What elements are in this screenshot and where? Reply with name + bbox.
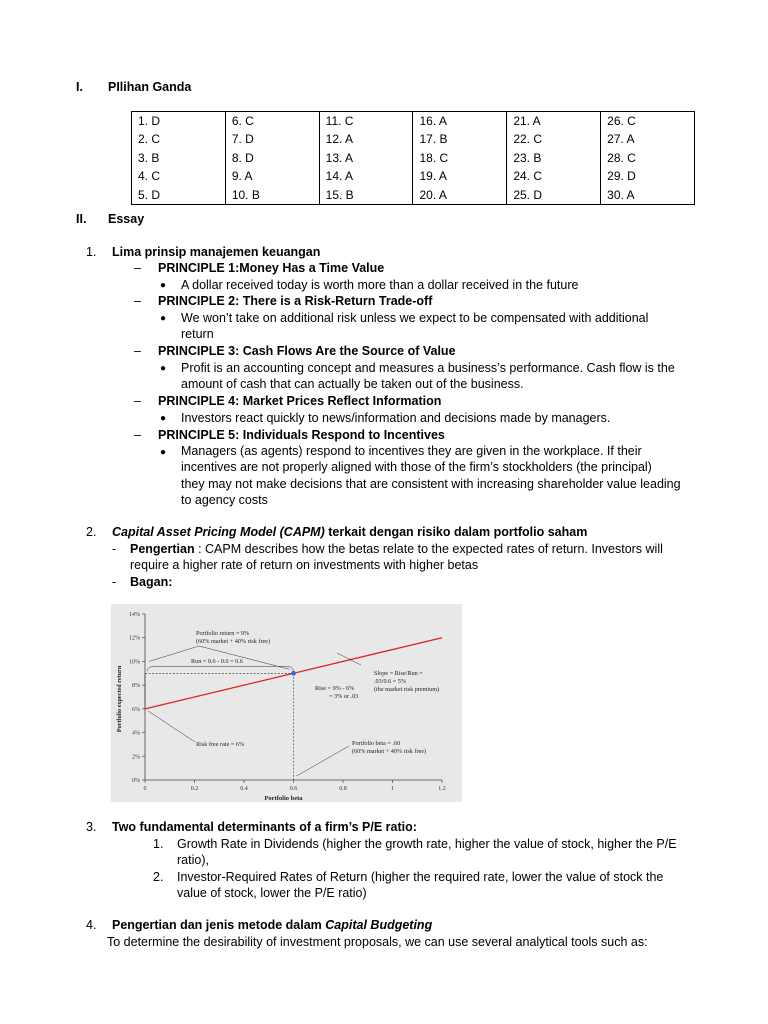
answer-cell: 5. D [132,186,226,205]
section-2-title: Essay [108,212,145,226]
x-tick-label: 0.4 [240,786,248,792]
answer-cell: 1. D [132,112,226,131]
principle-heading: PRINCIPLE 1:Money Has a Time Value [158,261,385,275]
principle-heading: PRINCIPLE 3: Cash Flows Are the Source of Value [158,344,456,358]
bullet-icon: ● [160,313,167,324]
answer-row [132,167,695,185]
section-2-numeral: II. [76,212,87,226]
q4-title-italic: Capital Budgeting [325,918,433,932]
principle-text: return [181,327,214,341]
answer-cell: 12. A [319,130,413,148]
answer-cell: 6. C [225,112,319,131]
dash-marker: – [134,294,141,308]
y-axis-label: Portfolio expected return [116,665,123,733]
leader-line [337,653,361,665]
principle-text: to agency costs [181,493,268,507]
portfolio-point [291,671,296,676]
principle-text: We won’t take on additional risk unless we expect to be compensated with additional [181,311,649,325]
q3-item-text: value of stock, lower the P/E ratio) [177,886,367,900]
q2-title-italic: Capital Asset Pricing Model (CAPM) [112,525,325,539]
q3-item-text: ratio), [177,853,209,867]
y-tick-label: 10% [129,659,140,666]
answer-cell: 22. C [507,130,601,148]
answer-cell: 27. A [601,130,695,148]
answer-table [131,111,695,205]
principle-text: amount of cash that can actually be taken out of the business. [181,377,524,391]
answer-cell: 28. C [601,149,695,167]
annotation-portfolio-return-detail: (60% market + 40% risk free) [196,638,271,645]
answer-row [132,149,695,167]
answer-cell: 16. A [413,112,507,131]
chart-annotations [191,630,439,755]
dash-marker: - [112,575,117,589]
answer-cell: 20. A [413,186,507,205]
answer-cell: 19. A [413,167,507,185]
answer-cell: 24. C [507,167,601,185]
x-tick-label: 0.2 [190,786,199,792]
answer-cell: 11. C [319,112,413,131]
dash-marker: - [112,542,117,556]
principle-heading: PRINCIPLE 4: Market Prices Reflect Information [158,394,442,408]
q1-number: 1. [86,245,97,259]
answer-cell: 26. C [601,112,695,131]
q3-item-text: Investor-Required Rates of Return (higher the required rate, lower the value of stock the [177,870,664,884]
annotation-rise-detail: = 3% or .03 [329,693,359,700]
y-tick-label: 12% [129,635,140,642]
y-tick-label: 0% [132,778,140,784]
q4-title-plain: Pengertian dan jenis metode dalam [112,918,326,932]
q3-item-number: 1. [153,837,164,851]
answer-row [132,186,695,205]
q2-definition-label: Pengertian [130,542,195,556]
annotation-run: Run = 0.6 - 0.0 = 0.6 [191,658,243,665]
run-bracket [147,666,294,671]
answer-cell: 30. A [601,186,695,205]
annotation-portfolio-beta: Portfolio beta = .60 [352,740,401,747]
bullet-icon: ● [160,447,167,458]
q3-item-text: Growth Rate in Dividends (higher the growth rate, higher the value of stock, higher the P/E [177,837,677,851]
q4-text: To determine the desirability of investment proposals, we can use several analytical tools such as: [107,935,648,949]
principle-text: Managers (as agents) respond to incentives they are given in the workplace. If their [181,444,642,458]
annotation-slope: Slope = Rise/Run = [374,670,423,677]
y-tick-label: 2% [132,754,140,761]
q2-number: 2. [86,525,97,539]
principle-text: Profit is an accounting concept and measures a business’s performance. Cash flow is the [181,361,675,375]
answer-cell: 9. A [225,167,319,185]
y-tick-label: 4% [132,730,140,737]
principle-heading: PRINCIPLE 2: There is a Risk-Return Trade-off [158,294,433,308]
answer-cell: 21. A [507,112,601,131]
principle-text: A dollar received today is worth more than a dollar received in the future [181,278,579,292]
answer-cell: 2. C [132,130,226,148]
answer-cell: 7. D [225,130,319,148]
leader-line [148,711,195,742]
answer-cell: 10. B [225,186,319,205]
y-tick-label: 6% [132,706,140,713]
capm-chart [111,604,462,802]
x-tick-label: 0.8 [339,786,347,792]
q4-number: 4. [86,918,97,932]
x-tick-label: 1.2 [438,786,446,792]
annotation-slope-detail: .03/0.6 = 5% [374,678,407,685]
answer-cell: 3. B [132,149,226,167]
answer-row [132,112,695,131]
dash-marker: – [134,394,141,408]
q4-title [112,918,432,932]
answer-cell: 13. A [319,149,413,167]
bullet-icon: ● [160,280,167,291]
annotation-risk-free-rate: Risk free rate = 6% [196,741,245,748]
answer-cell: 25. D [507,186,601,205]
principle-text: they may not make decisions that are consistent with increasing shareholder value leading [181,477,681,491]
annotation-market-risk-premium: (the market risk premium) [374,686,440,693]
dash-marker: – [134,344,141,358]
answer-cell: 17. B [413,130,507,148]
q2-definition-text: : CAPM describes how the betas relate to the expected rates of return. Investors will [194,542,663,556]
q3-number: 3. [86,820,97,834]
principle-text: Investors react quickly to news/information and decisions made by managers. [181,411,611,425]
annotation-portfolio-return: Portfolio return = 9% [196,630,250,637]
dash-marker: – [134,428,141,442]
bullet-icon: ● [160,363,167,374]
answer-cell: 4. C [132,167,226,185]
q1-title: Lima prinsip manajemen keuangan [112,245,321,259]
y-tick-label: 8% [132,683,140,690]
leader-line [297,746,350,776]
q2-bagan-label: Bagan: [130,575,173,589]
answer-cell: 23. B [507,149,601,167]
section-1-title: PIlihan Ganda [108,80,192,94]
y-tick-label: 14% [129,612,140,618]
section-1-numeral: I. [76,80,83,94]
dash-marker: – [134,261,141,275]
q2-definition [130,542,663,556]
q2-title-rest: terkait dengan risiko dalam portfolio saham [324,525,588,539]
annotation-rise: Rise = 9% - 6% [315,685,355,692]
bullet-icon: ● [160,413,167,424]
q2-title [112,525,587,539]
q2-definition-cont: require a higher rate of return on investments with higher betas [130,558,479,572]
annotation-portfolio-beta-detail: (60% market + 40% risk free) [352,748,427,755]
x-axis-label: Portfolio beta [264,795,303,802]
answer-cell: 15. B [319,186,413,205]
x-tick-label: 0.6 [289,786,298,792]
answer-cell: 29. D [601,167,695,185]
answer-cell: 18. C [413,149,507,167]
principle-text: incentives are not properly aligned with those of the firm’s stockholders (the principal) [181,460,652,474]
answer-cell: 8. D [225,149,319,167]
q3-item-number: 2. [153,870,164,884]
x-tick-label: 1 [391,786,394,792]
q3-title: Two fundamental determinants of a firm’s P/E ratio: [112,820,417,834]
answer-cell: 14. A [319,167,413,185]
principle-heading: PRINCIPLE 5: Individuals Respond to Incentives [158,428,445,442]
answer-row [132,130,695,148]
x-tick-label: 0 [143,786,147,792]
chart-axes [116,612,446,802]
